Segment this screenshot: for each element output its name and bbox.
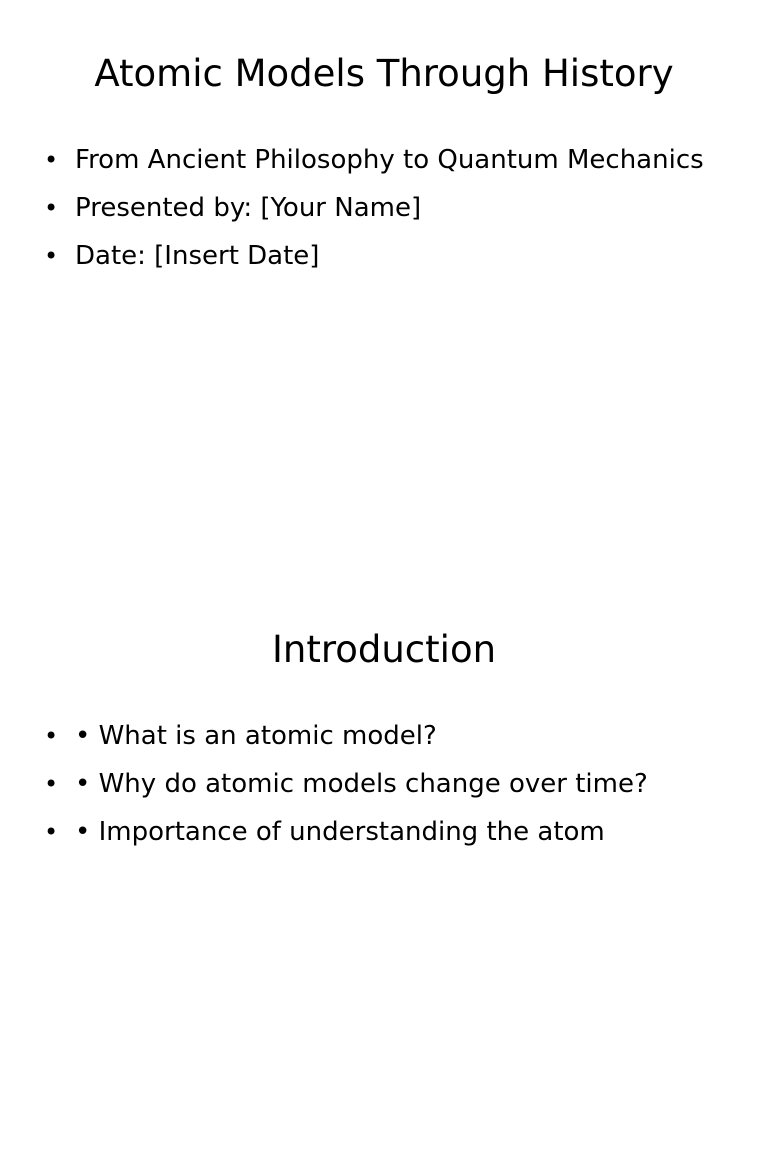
bullet-text: • Importance of understanding the atom — [75, 817, 605, 847]
bullet-item — [44, 140, 734, 181]
bullet-icon: • — [44, 722, 59, 750]
bullet-list — [44, 716, 734, 860]
bullet-item — [44, 236, 734, 277]
bullet-list — [44, 140, 734, 284]
bullet-text: • What is an atomic model? — [75, 721, 437, 751]
slide-title: Introduction — [271, 628, 497, 671]
bullet-icon: • — [44, 770, 59, 798]
bullet-text: • Why do atomic models change over time? — [75, 769, 648, 799]
bullet-text: Presented by: [Your Name] — [75, 193, 422, 223]
slide-title: Atomic Models Through History — [94, 52, 674, 95]
bullet-icon: • — [44, 242, 59, 270]
bullet-icon: • — [44, 818, 59, 846]
bullet-item — [44, 188, 734, 229]
bullet-item — [44, 764, 734, 805]
bullet-icon: • — [44, 194, 59, 222]
slide-introduction — [0, 576, 768, 1152]
bullet-text: From Ancient Philosophy to Quantum Mechanics — [75, 145, 704, 175]
bullet-text: Date: [Insert Date] — [75, 241, 320, 271]
bullet-icon: • — [44, 146, 59, 174]
bullet-item — [44, 716, 734, 757]
bullet-item — [44, 812, 734, 853]
